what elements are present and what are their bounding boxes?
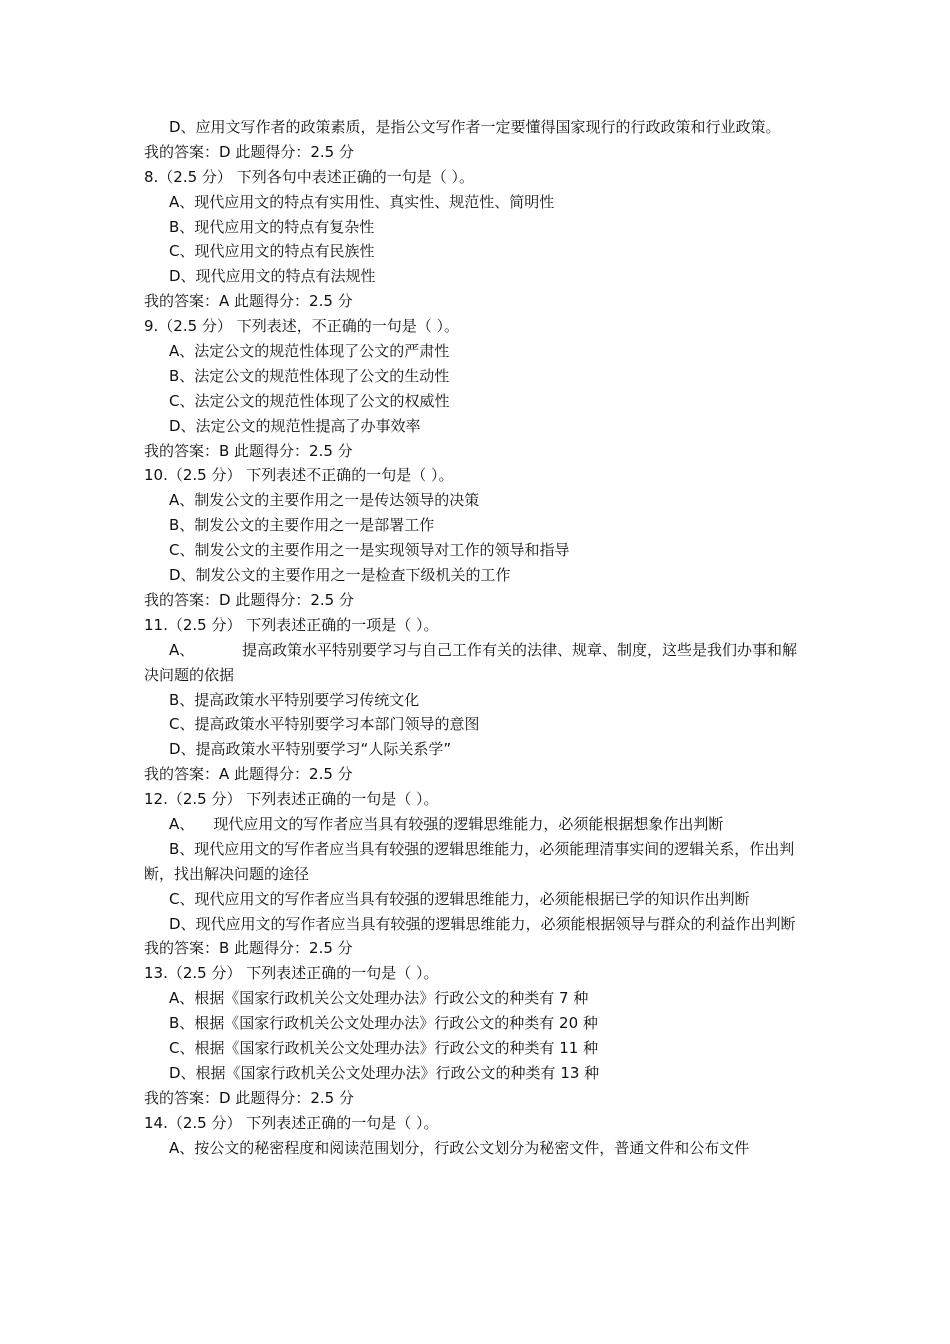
option-text: A、 现代应用文的写作者应当具有较强的逻辑思维能力，必须能根据想象作出判断 xyxy=(169,814,724,833)
option-text: A、现代应用文的特点有实用性、真实性、规范性、简明性 xyxy=(169,192,555,211)
option-text: A、按公文的秘密程度和阅读范围划分，行政公文划分为秘密文件，普通文件和公布文件 xyxy=(169,1138,750,1157)
option-text: B、现代应用文的特点有复杂性 xyxy=(169,217,375,236)
option-text: D、制发公文的主要作用之一是检查下级机关的工作 xyxy=(169,566,511,585)
question-line: 14.（2.5 分） 下列表述正确的一句是（ ）。 xyxy=(144,1113,439,1132)
option-text: D、现代应用文的特点有法规性 xyxy=(169,267,376,286)
option-text: B、现代应用文的写作者应当具有较强的逻辑思维能力，必须能理清事实间的逻辑关系，作出判断，找出解决问题的途径 xyxy=(144,839,795,883)
option-text: A、制发公文的主要作用之一是传达领导的决策 xyxy=(169,491,480,510)
document-page xyxy=(144,115,810,1161)
option-text: D、根据《国家行政机关公文处理办法》行政公文的种类有 13 种 xyxy=(169,1063,600,1082)
question-line: 8.（2.5 分） 下列各句中表述正确的一句是（ ）。 xyxy=(144,167,474,186)
option-text: B、根据《国家行政机关公文处理办法》行政公文的种类有 20 种 xyxy=(169,1014,598,1033)
option-text: C、现代应用文的写作者应当具有较强的逻辑思维能力，必须能根据已学的知识作出判断 xyxy=(169,889,750,908)
question-line: 13.（2.5 分） 下列表述正确的一句是（ ）。 xyxy=(144,964,439,983)
option-text: D、法定公文的规范性提高了办事效率 xyxy=(169,416,421,435)
option-text: A、法定公文的规范性体现了公文的严肃性 xyxy=(169,342,450,361)
option-text: B、提高政策水平特别要学习传统文化 xyxy=(169,690,420,709)
question-line: 10.（2.5 分） 下列表述不正确的一句是（ ）。 xyxy=(144,466,454,485)
option-text: B、法定公文的规范性体现了公文的生动性 xyxy=(169,366,450,385)
option-text: C、制发公文的主要作用之一是实现领导对工作的领导和指导 xyxy=(169,541,570,560)
answer-line: 我的答案：D 此题得分：2.5 分 xyxy=(144,1088,354,1107)
option-text: B、制发公文的主要作用之一是部署工作 xyxy=(169,516,435,535)
answer-line: 我的答案：A 此题得分：2.5 分 xyxy=(144,765,353,784)
option-text: D、应用文写作者的政策素质，是指公文写作者一定要懂得国家现行的行政政策和行业政策。 xyxy=(169,118,781,136)
answer-line: 我的答案：A 此题得分：2.5 分 xyxy=(144,292,353,311)
option-text: C、现代应用文的特点有民族性 xyxy=(169,242,375,261)
option-text: A、 提高政策水平特别要学习与自己工作有关的法律、规章、制度，这些是我们办事和解决问题的依据 xyxy=(144,640,797,684)
option-text: D、提高政策水平特别要学习“人际关系学” xyxy=(169,740,452,759)
answer-line: 我的答案：B 此题得分：2.5 分 xyxy=(144,939,353,958)
question-line: 12.（2.5 分） 下列表述正确的一句是（ ）。 xyxy=(144,790,439,809)
answer-line: 我的答案：B 此题得分：2.5 分 xyxy=(144,441,353,460)
answer-line: 我的答案：D 此题得分：2.5 分 xyxy=(144,590,354,609)
answer-line: 我的答案：D 此题得分：2.5 分 xyxy=(144,142,354,161)
question-line: 9.（2.5 分） 下列表述，不正确的一句是（ ）。 xyxy=(144,317,459,336)
option-text: C、根据《国家行政机关公文处理办法》行政公文的种类有 11 种 xyxy=(169,1039,599,1058)
option-text: D、现代应用文的写作者应当具有较强的逻辑思维能力，必须能根据领导与群众的利益作出判断 xyxy=(169,914,796,933)
option-text: C、法定公文的规范性体现了公文的权威性 xyxy=(169,391,450,410)
option-text: A、根据《国家行政机关公文处理办法》行政公文的种类有 7 种 xyxy=(169,989,589,1008)
question-line: 11.（2.5 分） 下列表述正确的一项是（ ）。 xyxy=(144,615,439,634)
option-text: C、提高政策水平特别要学习本部门领导的意图 xyxy=(169,715,480,734)
